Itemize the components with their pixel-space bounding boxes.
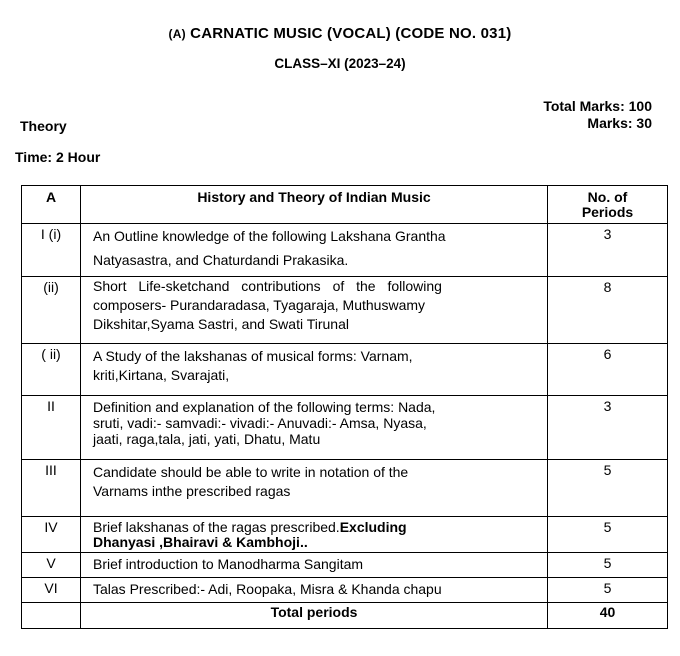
row-serial: V [22,553,81,578]
table-row [22,460,668,517]
topic-line: sruti, vadi:- samvadi:- vivadi:- Anuvadi:- Amsa, Nyasa, [93,415,427,431]
topic-emphasis: Dhanyasi ,Bhairavi & Kambhoji.. [93,534,308,550]
row-topic [81,224,548,277]
class-line: CLASS–XI (2023–24) [274,56,406,71]
topic-line: kriti,Kirtana, Svarajati, [93,367,230,383]
total-empty-cell [22,603,81,629]
row-periods: 5 [548,578,668,603]
row-topic [81,578,548,603]
row-serial: III [22,460,81,517]
table-row [22,344,668,396]
row-serial: ( ii) [22,344,81,396]
topic-line: Varnams inthe prescribed ragas [93,483,291,499]
row-topic [81,553,548,578]
topic-emphasis: Excluding [339,519,407,535]
table-header-row [22,186,668,224]
syllabus-table [21,185,668,629]
topic-line: An Outline knowledge of the following Lakshana Grantha [93,228,446,244]
row-serial: VI [22,578,81,603]
header-serial: A [22,186,81,224]
section-heading: Theory [20,118,67,134]
row-serial: II [22,396,81,460]
row-topic [81,277,548,344]
topic-line: A Study of the lakshanas of musical forms: Varnam, [93,348,413,364]
row-periods: 5 [548,517,668,553]
table-row [22,396,668,460]
row-periods: 3 [548,396,668,460]
row-topic [81,344,548,396]
document-title [0,25,680,42]
row-periods: 3 [548,224,668,277]
total-label: Total periods [81,603,548,629]
header-periods: No. of Periods [548,186,668,224]
row-periods: 6 [548,344,668,396]
topic-line: Brief introduction to Manodharma Sangitam [93,556,364,572]
title-text: CARNATIC MUSIC (VOCAL) (CODE NO. 031) [190,25,512,42]
table-row [22,553,668,578]
total-row [22,603,668,629]
row-topic [81,460,548,517]
topic-line: Talas Prescribed:- Adi, Roopaka, Misra & Khanda chapu [93,581,442,597]
row-serial: (ii) [22,277,81,344]
marks-block [543,98,652,132]
topic-line: Short Life-sketchand contributions of the following [93,278,442,294]
theory-marks: Marks: 30 [587,115,652,131]
table-row [22,578,668,603]
topic-line: Definition and explanation of the following terms: Nada, [93,399,436,415]
topic-line: Dikshitar,Syama Sastri, and Swati Tirunal [93,316,349,332]
topic-line: jaati, raga,tala, jati, yati, Dhatu, Matu [93,431,321,447]
row-periods: 5 [548,460,668,517]
row-serial: I (i) [22,224,81,277]
title-prefix: (A) [168,27,186,41]
topic-text: Brief lakshanas of the ragas prescribed. [93,519,340,535]
table-row [22,277,668,344]
total-value: 40 [548,603,668,629]
topic-line: Natyasastra, and Chaturdandi Prakasika. [93,252,349,268]
row-topic [81,517,548,553]
time-duration: Time: 2 Hour [15,149,101,165]
topic-line: composers- Purandaradasa, Tyagaraja, Muthuswamy [93,297,426,313]
table-row [22,224,668,277]
header-topic: History and Theory of Indian Music [81,186,548,224]
row-periods: 5 [548,553,668,578]
total-marks: Total Marks: 100 [543,98,652,114]
row-topic [81,396,548,460]
topic-line: Candidate should be able to write in notation of the [93,464,409,480]
row-serial: IV [22,517,81,553]
row-periods: 8 [548,277,668,344]
table-row [22,517,668,553]
